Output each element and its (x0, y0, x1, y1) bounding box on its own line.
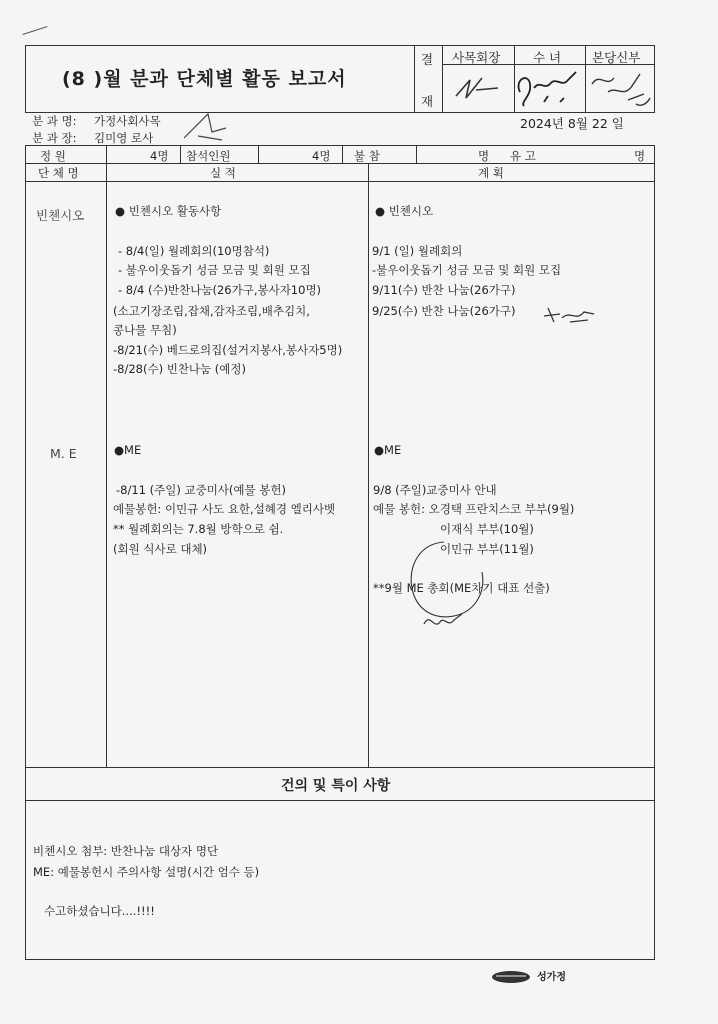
bullet-icon: ● (115, 204, 126, 218)
approval-divider (442, 45, 443, 113)
publisher-name: 성가정 (537, 972, 566, 983)
col-divider (106, 145, 107, 767)
report-title: (8 )월 분과 단체별 활동 보고서 (62, 68, 347, 90)
chief-signature (178, 110, 232, 146)
division-label: 분 과 명: (32, 114, 77, 128)
col-header-results: 실 적 (210, 166, 236, 180)
note-line: ME: 예물봉헌시 주의사항 설명(시간 엄수 등) (33, 865, 260, 879)
result-line: -8/11 (주일) 교중미사(예물 봉헌) (116, 483, 286, 497)
results-heading-vincent (115, 203, 221, 219)
members-value: 4명 (150, 149, 169, 163)
bullet-icon: ● (114, 443, 125, 457)
plan-line: 9/25(수) 반찬 나눔(26가구) (372, 304, 516, 318)
notes-heading: 건의 및 특이 사항 (281, 778, 391, 794)
approval-jae: 재 (421, 94, 434, 109)
signature-sister (514, 62, 589, 110)
report-date: 2024년 8월 22 일 (520, 116, 624, 131)
plan-heading-text: 빈첸시오 (388, 204, 434, 218)
col-divider (368, 163, 369, 767)
row-divider (25, 181, 655, 182)
pen-mark (22, 26, 47, 35)
absent-label: 불 참 (354, 149, 380, 163)
plan-line: **9월 ME 총회(ME차기 대표 선출) (373, 581, 550, 595)
members-label: 정 원 (40, 149, 66, 163)
plan-line: 이재식 부부(10월) (440, 522, 534, 536)
note-line: 수고하셨습니다....!!!! (44, 904, 155, 918)
result-line: (소고기장조림,잡채,감자조림,배추김치, (113, 304, 310, 318)
absent-unit: 명 (478, 149, 490, 163)
handwritten-circle (404, 538, 490, 638)
attend-label: 참석인원 (186, 149, 231, 163)
plan-heading-vincent (375, 203, 433, 219)
result-line: 콩나물 무침) (113, 323, 177, 337)
parish-logo (490, 966, 532, 984)
plan-line: 9/11(수) 반찬 나눔(26가구) (372, 283, 516, 297)
division-value: 가정사회사목 (94, 114, 161, 128)
result-line: - 8/4 (수)반찬나눔(26가구,봉사자10명) (118, 283, 322, 297)
results-heading-text: ME (124, 443, 142, 457)
plan-line: 예물 봉헌: 오경택 프란치스코 부부(9월) (373, 502, 575, 516)
reason-label: 유 고 (510, 149, 536, 163)
result-line: -8/28(수) 빈찬나눔 (예정) (113, 362, 246, 376)
plan-line: 9/8 (주일)교중미사 안내 (373, 483, 497, 497)
bullet-icon: ● (374, 443, 385, 457)
bullet-icon: ● (375, 204, 386, 218)
plan-line: 9/1 (일) 월례회의 (372, 244, 463, 258)
result-line: - 불우이웃돕기 성금 모금 및 회원 모집 (118, 263, 311, 277)
row-divider (25, 800, 655, 801)
plan-heading-text: ME (384, 443, 402, 457)
result-line: 예물봉헌: 이민규 사도 요한,설혜경 엘리사벳 (113, 502, 336, 516)
attend-value: 4명 (312, 149, 331, 163)
result-line: ** 월례회의는 7.8월 방학으로 쉼. (113, 522, 284, 536)
signature-pastoral-chair (448, 68, 508, 108)
signature-pastor (588, 64, 654, 112)
group-name-vincent: 빈첸시오 (36, 208, 85, 223)
col-header-group: 단 체 명 (38, 166, 79, 180)
row-divider (25, 767, 655, 768)
col-divider (342, 145, 343, 163)
approval-col-pastoral-chair: 사목회장 (452, 50, 501, 65)
row-divider (25, 163, 655, 164)
chief-value: 김미영 로사 (94, 131, 154, 145)
col-header-plan: 계 획 (478, 166, 504, 180)
plan-line: 이민규 부부(11월) (440, 542, 534, 556)
col-divider (180, 145, 181, 163)
chief-label: 분 과 장: (32, 131, 77, 145)
note-line: 비첸시오 첨부: 반찬나눔 대상자 명단 (33, 844, 219, 858)
results-heading-text: 빈첸시오 활동사항 (128, 204, 222, 218)
group-name-me: M. E (50, 446, 77, 461)
results-heading-me (114, 443, 141, 457)
approval-col-pastor: 본당신부 (592, 50, 641, 65)
result-line: (회원 식사로 대체) (113, 542, 208, 556)
reason-unit: 명 (634, 149, 646, 163)
result-line: -8/21(수) 베드로의집(설거지봉사,봉사자5명) (113, 343, 343, 357)
handwritten-note (540, 302, 600, 326)
plan-heading-me (374, 443, 401, 457)
approval-col-sister: 수 녀 (533, 50, 562, 65)
col-divider (258, 145, 259, 163)
result-line: - 8/4(일) 월례회의(10명참석) (118, 244, 270, 258)
plan-line: -불우이웃돕기 성금 모금 및 회원 모집 (372, 263, 562, 277)
approval-gyeol: 결 (421, 52, 434, 67)
col-divider (416, 145, 417, 163)
